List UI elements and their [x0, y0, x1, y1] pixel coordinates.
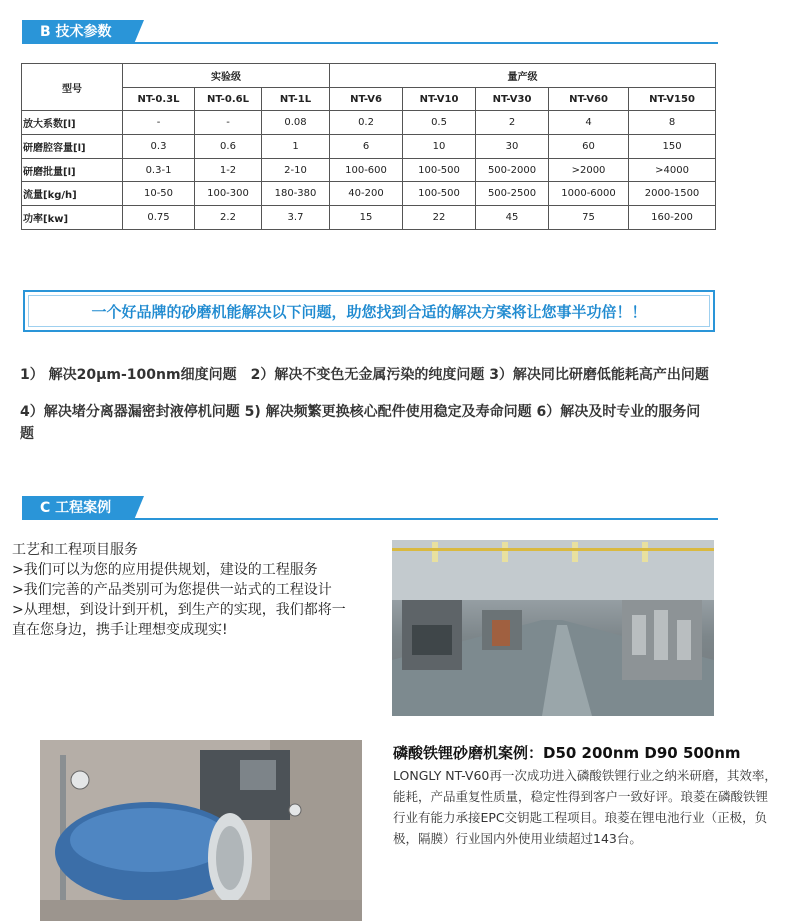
- spec-cell: 500-2000: [476, 158, 549, 182]
- spec-row-label: 流量[kg/h]: [22, 182, 123, 206]
- bead-mill-photo: [40, 740, 362, 921]
- section-c-title: C 工程案例: [22, 496, 134, 520]
- spec-model-row: [22, 87, 716, 111]
- spec-cell: 10-50: [123, 182, 195, 206]
- spec-cell: 100-500: [403, 182, 476, 206]
- spec-cell: 3.7: [262, 206, 330, 230]
- spec-cell: -: [195, 111, 262, 135]
- spec-cell: 1: [262, 135, 330, 159]
- case-description: LONGLY NT-V60再一次成功进入磷酸铁锂行业之纳米研磨，其效率，能耗，产品重复性质量，稳定性得到客户一致好评。琅菱在磷酸铁锂行业有能力承接EPC交钥匙工程项目。琅菱在锂电池行业（正极，负极，隔膜）行业国内外使用业绩超过143台。: [393, 768, 777, 846]
- spec-row: [22, 135, 716, 159]
- spec-cell: 30: [476, 135, 549, 159]
- spec-corner-header: 型号: [22, 64, 123, 111]
- spec-cell: 2-10: [262, 158, 330, 182]
- spec-cell: 2.2: [195, 206, 262, 230]
- spec-group-production: 量产级: [330, 64, 716, 88]
- spec-row: [22, 158, 716, 182]
- spec-cell: 1-2: [195, 158, 262, 182]
- spec-cell: 500-2500: [476, 182, 549, 206]
- solution-banner: [23, 290, 715, 332]
- spec-cell: 0.3-1: [123, 158, 195, 182]
- spec-model-header: NT-V60: [549, 87, 629, 111]
- spec-row-label: 放大系数[l]: [22, 111, 123, 135]
- spec-row: [22, 111, 716, 135]
- spec-row: [22, 206, 716, 230]
- spec-cell: 0.2: [330, 111, 403, 135]
- spec-row-label: 研磨腔容量[l]: [22, 135, 123, 159]
- spec-cell: 22: [403, 206, 476, 230]
- issues-line-2: 4）解决堵分离器漏密封液停机问题 5) 解决频繁更换核心配件使用稳定及寿命问题 6）解决及时专业的服务问: [20, 404, 701, 420]
- section-b-underline: [22, 42, 718, 44]
- spec-group-lab: 实验级: [123, 64, 330, 88]
- spec-model-header: NT-V150: [629, 87, 716, 111]
- intro-line: >我们完善的产品类别可为您提供一站式的工程设计: [12, 582, 332, 598]
- spec-cell: >2000: [549, 158, 629, 182]
- section-c-underline: [22, 518, 718, 520]
- spec-cell: 10: [403, 135, 476, 159]
- spec-cell: 45: [476, 206, 549, 230]
- spec-cell: 180-380: [262, 182, 330, 206]
- issues-line-1: 1） 解决20μm-100nm细度问题 2）解决不变色无金属污染的纯度问题 3）解决同比研磨低能耗高产出问题: [20, 367, 709, 383]
- spec-cell: 4: [549, 111, 629, 135]
- spec-cell: 8: [629, 111, 716, 135]
- spec-model-header: NT-1L: [262, 87, 330, 111]
- issues-line-2-cont: 题: [20, 426, 34, 442]
- spec-cell: 0.08: [262, 111, 330, 135]
- intro-line: >从理想，到设计到开机，到生产的实现，我们都将一: [12, 602, 346, 618]
- spec-cell: 2000-1500: [629, 182, 716, 206]
- spec-cell: 15: [330, 206, 403, 230]
- spec-cell: 0.5: [403, 111, 476, 135]
- spec-cell: 150: [629, 135, 716, 159]
- spec-model-header: NT-0.3L: [123, 87, 195, 111]
- spec-model-header: NT-V6: [330, 87, 403, 111]
- intro-heading: 工艺和工程项目服务: [12, 542, 138, 558]
- spec-cell: 0.3: [123, 135, 195, 159]
- intro-line: 直在您身边，携手让理想变成现实!: [12, 622, 228, 638]
- spec-cell: 160-200: [629, 206, 716, 230]
- spec-cell: 40-200: [330, 182, 403, 206]
- spec-cell: 0.6: [195, 135, 262, 159]
- spec-row-label: 研磨批量[l]: [22, 158, 123, 182]
- intro-line: >我们可以为您的应用提供规划，建设的工程服务: [12, 562, 318, 578]
- spec-cell: -: [123, 111, 195, 135]
- section-b-header: [22, 20, 718, 46]
- case-title: 磷酸铁锂砂磨机案例：D50 200nm D90 500nm: [393, 744, 741, 762]
- spec-row: [22, 182, 716, 206]
- solution-banner-text: 一个好品牌的砂磨机能解决以下问题，助您找到合适的解决方案将让您事半功倍！！: [28, 295, 710, 327]
- spec-table: [21, 63, 716, 230]
- spec-cell: 0.75: [123, 206, 195, 230]
- spec-cell: 6: [330, 135, 403, 159]
- spec-model-header: NT-0.6L: [195, 87, 262, 111]
- spec-cell: 2: [476, 111, 549, 135]
- spec-model-header: NT-V10: [403, 87, 476, 111]
- engineering-intro: [12, 540, 392, 640]
- section-b-title: B 技术参数: [22, 20, 134, 44]
- spec-model-header: NT-V30: [476, 87, 549, 111]
- spec-cell: >4000: [629, 158, 716, 182]
- spec-row-label: 功率[kw]: [22, 206, 123, 230]
- spec-cell: 1000-6000: [549, 182, 629, 206]
- section-c-header: [22, 496, 718, 522]
- spec-cell: 75: [549, 206, 629, 230]
- spec-cell: 100-600: [330, 158, 403, 182]
- spec-cell: 60: [549, 135, 629, 159]
- spec-cell: 100-300: [195, 182, 262, 206]
- spec-cell: 100-500: [403, 158, 476, 182]
- factory-floor-photo: [392, 540, 714, 716]
